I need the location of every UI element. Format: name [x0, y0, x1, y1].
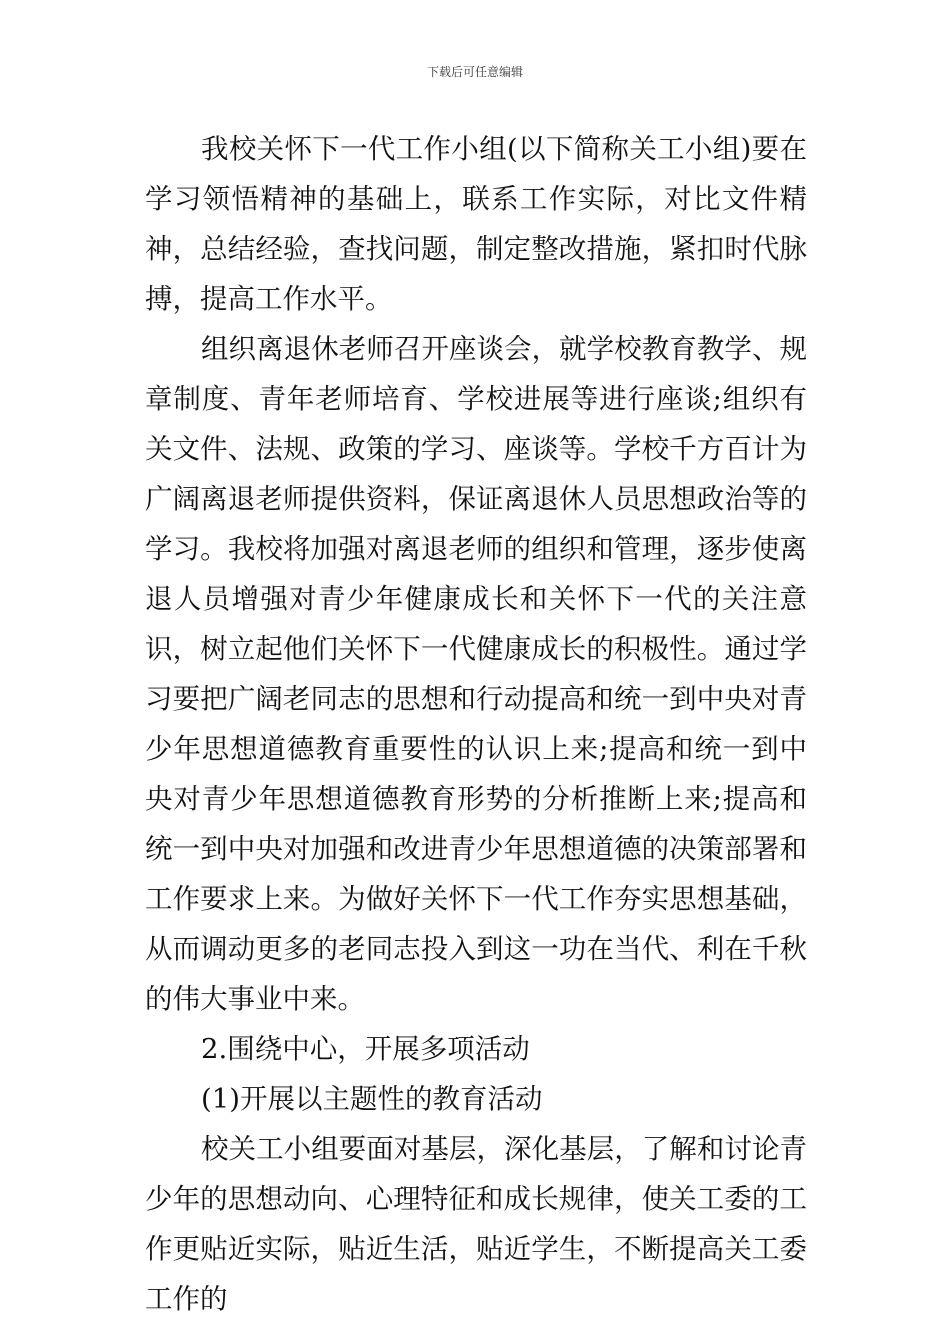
document-body [145, 124, 807, 1324]
paragraph-seminar: 组织离退休老师召开座谈会，就学校教育教学、规章制度、青年老师培育、学校进展等进行座谈;组织有关文件、法规、政策的学习、座谈等。学校千方百计为广阔离退老师提供资料，保证离退休人员思想政治等的学习。我校将加强对离退老师的组织和管理，逐步使离退人员增强对青少年健康成长和关怀下一代的关注意识，树立起他们关怀下一代健康成长的积极性。通过学习要把广阔老同志的思想和行动提高和统一到中央对青少年思想道德教育重要性的认识上来;提高和统一到中央对青少年思想道德教育形势的分析推断上来;提高和统一到中央对加强和改进青少年思想道德的决策部署和工作要求上来。为做好关怀下一代工作夯实思想基础，从而调动更多的老同志投入到这一功在当代、利在千秋的伟大事业中来。 [145, 333, 807, 1015]
section-heading-activities: 2.围绕中心，开展多项活动 [201, 1033, 530, 1065]
paragraph-intro: 我校关怀下一代工作小组(以下简称关工小组)要在学习领悟精神的基础上，联系工作实际，对比文件精神，总结经验，查找问题，制定整改措施，紧扣时代脉搏，提高工作水平。 [145, 133, 807, 315]
subsection-heading-theme-education: (1)开展以主题性的教育活动 [201, 1083, 543, 1115]
paragraph-grassroots: 校关工小组要面对基层，深化基层，了解和讨论青少年的思想动向、心理特征和成长规律，使关工委的工作更贴近实际，贴近生活，贴近学生，不断提高关工委工作的 [145, 1133, 807, 1315]
page-header: 下载后可任意编辑 [426, 65, 523, 79]
